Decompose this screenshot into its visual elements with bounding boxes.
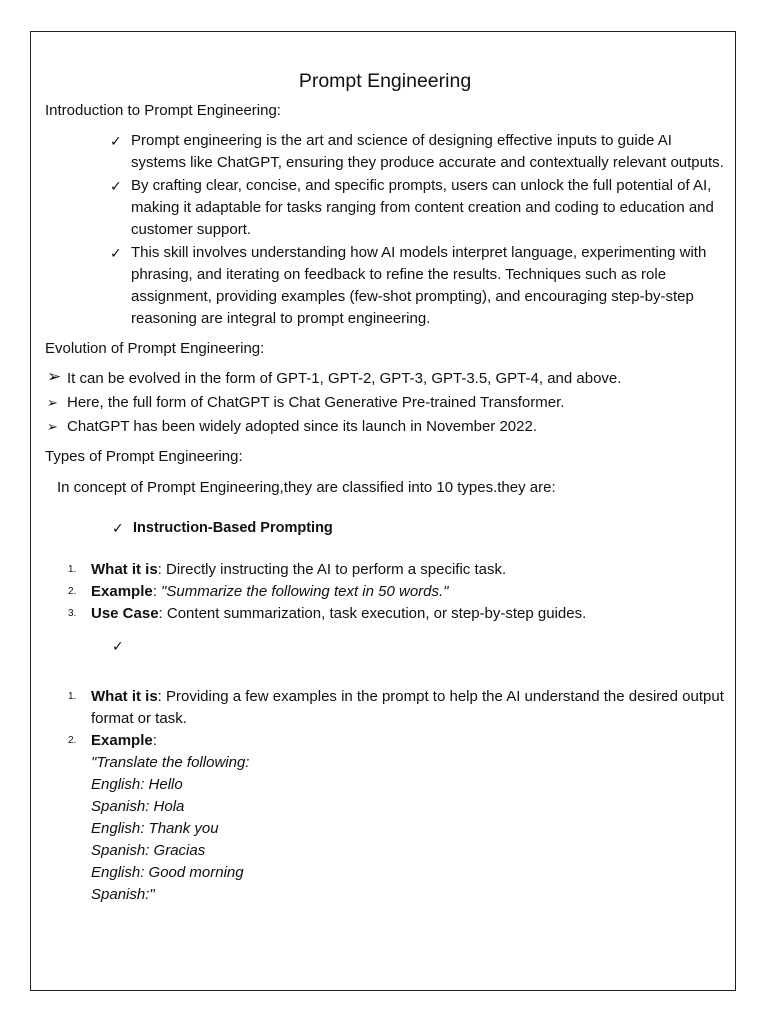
intro-heading: Introduction to Prompt Engineering: xyxy=(45,102,281,119)
evolution-list xyxy=(45,368,725,438)
document-page xyxy=(30,31,736,991)
translation-example xyxy=(91,752,725,906)
checkmark-icon: ✓ xyxy=(110,178,122,194)
evolution-heading: Evolution of Prompt Engineering: xyxy=(45,340,265,357)
checkmark-icon: ✓ xyxy=(110,245,122,261)
intro-list xyxy=(45,130,725,330)
list-item: 2. Example: "Translate the following: English: Hello Spanish: Hola English: Thank you Spanish: Gracias English: Good morning Spanish:" xyxy=(91,730,725,906)
type-2-heading xyxy=(112,635,725,657)
types-heading: Types of Prompt Engineering: xyxy=(45,448,243,465)
checkmark-icon: ✓ xyxy=(110,133,122,149)
arrow-bullet-icon: ➢ xyxy=(47,395,58,410)
arrow-bullet-icon: ➢ xyxy=(47,419,58,434)
list-item: 1. What it is: Providing a few examples in the prompt to help the AI understand the desired output format or task. xyxy=(68,688,724,727)
example-line: Spanish: Gracias xyxy=(91,842,206,859)
list-item: 1. What it is: Directly instructing the AI to perform a specific task. xyxy=(68,561,507,578)
example-line: English: Thank you xyxy=(91,820,219,837)
checkmark-icon: ✓ xyxy=(112,638,124,654)
list-item: ✓ This skill involves understanding how AI models interpret language, experimenting with phrasing, and iterating on feedback to refine the results. Techniques such as role assignment, providing examples (few-shot prompting), and encouraging step-by-step reasoning are integral to prompt engineering. xyxy=(110,244,707,327)
example-line: English: Good morning xyxy=(91,864,244,881)
list-item: 3. Use Case: Content summarization, task execution, or step-by-step guides. xyxy=(68,605,587,622)
document-content xyxy=(45,68,725,916)
type-1-heading: ✓ Instruction-Based Prompting xyxy=(133,517,725,539)
document-title: Prompt Engineering xyxy=(298,70,472,92)
list-item: ✓ Prompt engineering is the art and science of designing effective inputs to guide AI systems like ChatGPT, ensuring they produce accurate and contextually relevant outputs. xyxy=(110,132,724,171)
types-intro: In concept of Prompt Engineering,they are classified into 10 types.they are: xyxy=(57,479,556,496)
example-line: English: Hello xyxy=(91,776,183,793)
list-item: ➢ ChatGPT has been widely adopted since its launch in November 2022. xyxy=(67,416,725,438)
type-2-list xyxy=(45,686,725,906)
arrow-bullet-icon: ➢ xyxy=(47,367,62,386)
example-line: "Translate the following: xyxy=(91,754,250,771)
list-item: ➢ Here, the full form of ChatGPT is Chat Generative Pre-trained Transformer. xyxy=(67,392,725,414)
list-item: 2. Example: "Summarize the following text in 50 words." xyxy=(68,583,449,600)
type-1-list xyxy=(45,559,725,625)
example-line: Spanish: Hola xyxy=(91,798,185,815)
list-item: ➢ It can be evolved in the form of GPT-1, GPT-2, GPT-3, GPT-3.5, GPT-4, and above. xyxy=(47,367,622,387)
example-line: Spanish:" xyxy=(91,886,155,903)
checkmark-icon: ✓ xyxy=(112,520,124,536)
list-item: ✓ By crafting clear, concise, and specific prompts, users can unlock the full potential of AI, making it adaptable for tasks ranging from content creation and coding to education and customer support. xyxy=(110,177,714,238)
